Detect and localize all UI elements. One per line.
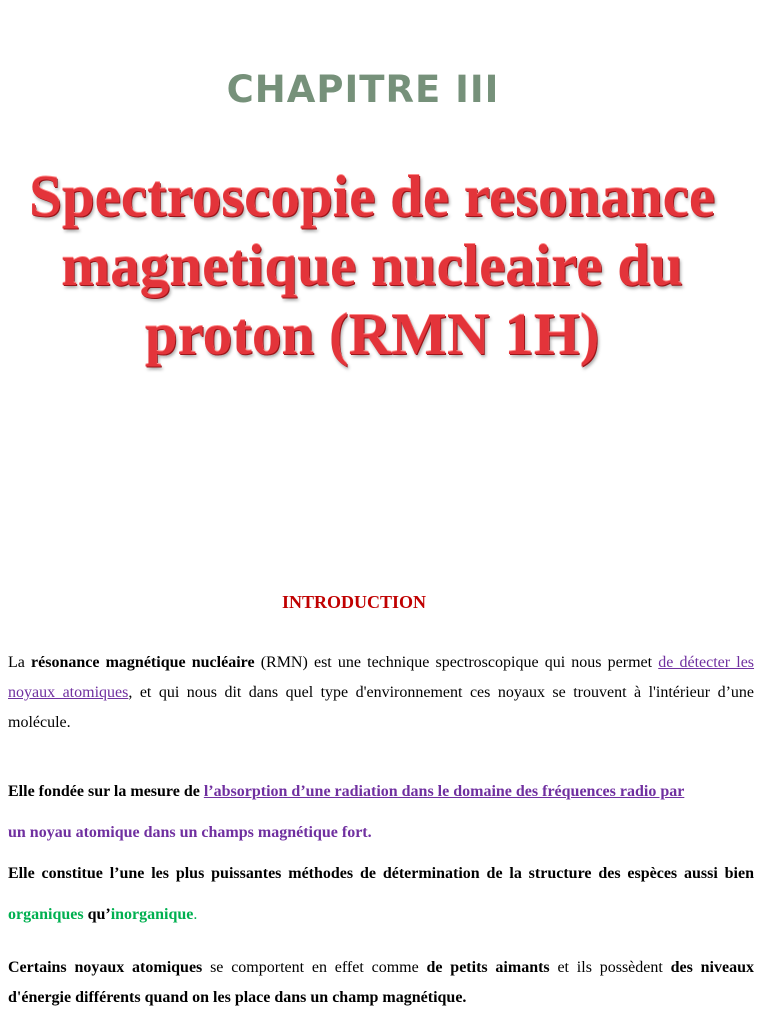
paragraph-magnets xyxy=(8,953,754,1013)
introduction-heading: INTRODUCTION xyxy=(281,592,427,612)
title-line-2: magnetique nucleaire du xyxy=(61,232,683,298)
paragraph-rmn-definition xyxy=(8,648,754,738)
title-line-1: Spectroscopie de resonance xyxy=(28,163,716,229)
bold-term: résonance magnétique nucléaire xyxy=(31,654,255,671)
text: La xyxy=(8,654,32,671)
green-inorganique: inorganique xyxy=(110,906,194,923)
period: . xyxy=(193,906,198,923)
bold-text: Certains noyaux atomiques xyxy=(8,959,203,976)
link-absorption-radiation[interactable]: l’absorption d’une radiation dans le domaine des fréquences radio par xyxy=(203,783,685,800)
text: se comportent en effet comme xyxy=(202,959,427,976)
bold-text: Elle constitue l’une les plus puissantes méthodes de détermination de la structure des espèces aussi bien xyxy=(8,865,754,882)
bold-text: des niveaux d'énergie différents quand on les place dans un champ magnétique. xyxy=(8,959,754,1006)
link-detect-nuclei[interactable]: de détecter les noyaux atomiques xyxy=(8,654,755,701)
text: et ils possèdent xyxy=(549,959,671,976)
paragraph-methods xyxy=(8,853,754,935)
document-title xyxy=(0,162,744,369)
chapter-label: CHAPITRE III xyxy=(226,68,500,111)
paragraph-absorption xyxy=(8,771,754,853)
green-organiques: organiques xyxy=(8,906,84,923)
bold-text: qu’ xyxy=(83,906,111,923)
title-line-3: proton (RMN 1H) xyxy=(144,301,600,367)
text: (RMN) est une technique spectroscopique qui nous permet xyxy=(254,654,659,671)
bold-text: Elle fondée sur la mesure de xyxy=(8,783,204,800)
text: , et qui nous dit dans quel type d'environnement ces noyaux se trouvent à l'intérieur d’une molécule. xyxy=(8,684,754,731)
bold-text: de petits aimants xyxy=(426,959,550,976)
purple-text: un noyau atomique dans un champs magnétique fort. xyxy=(8,824,372,841)
